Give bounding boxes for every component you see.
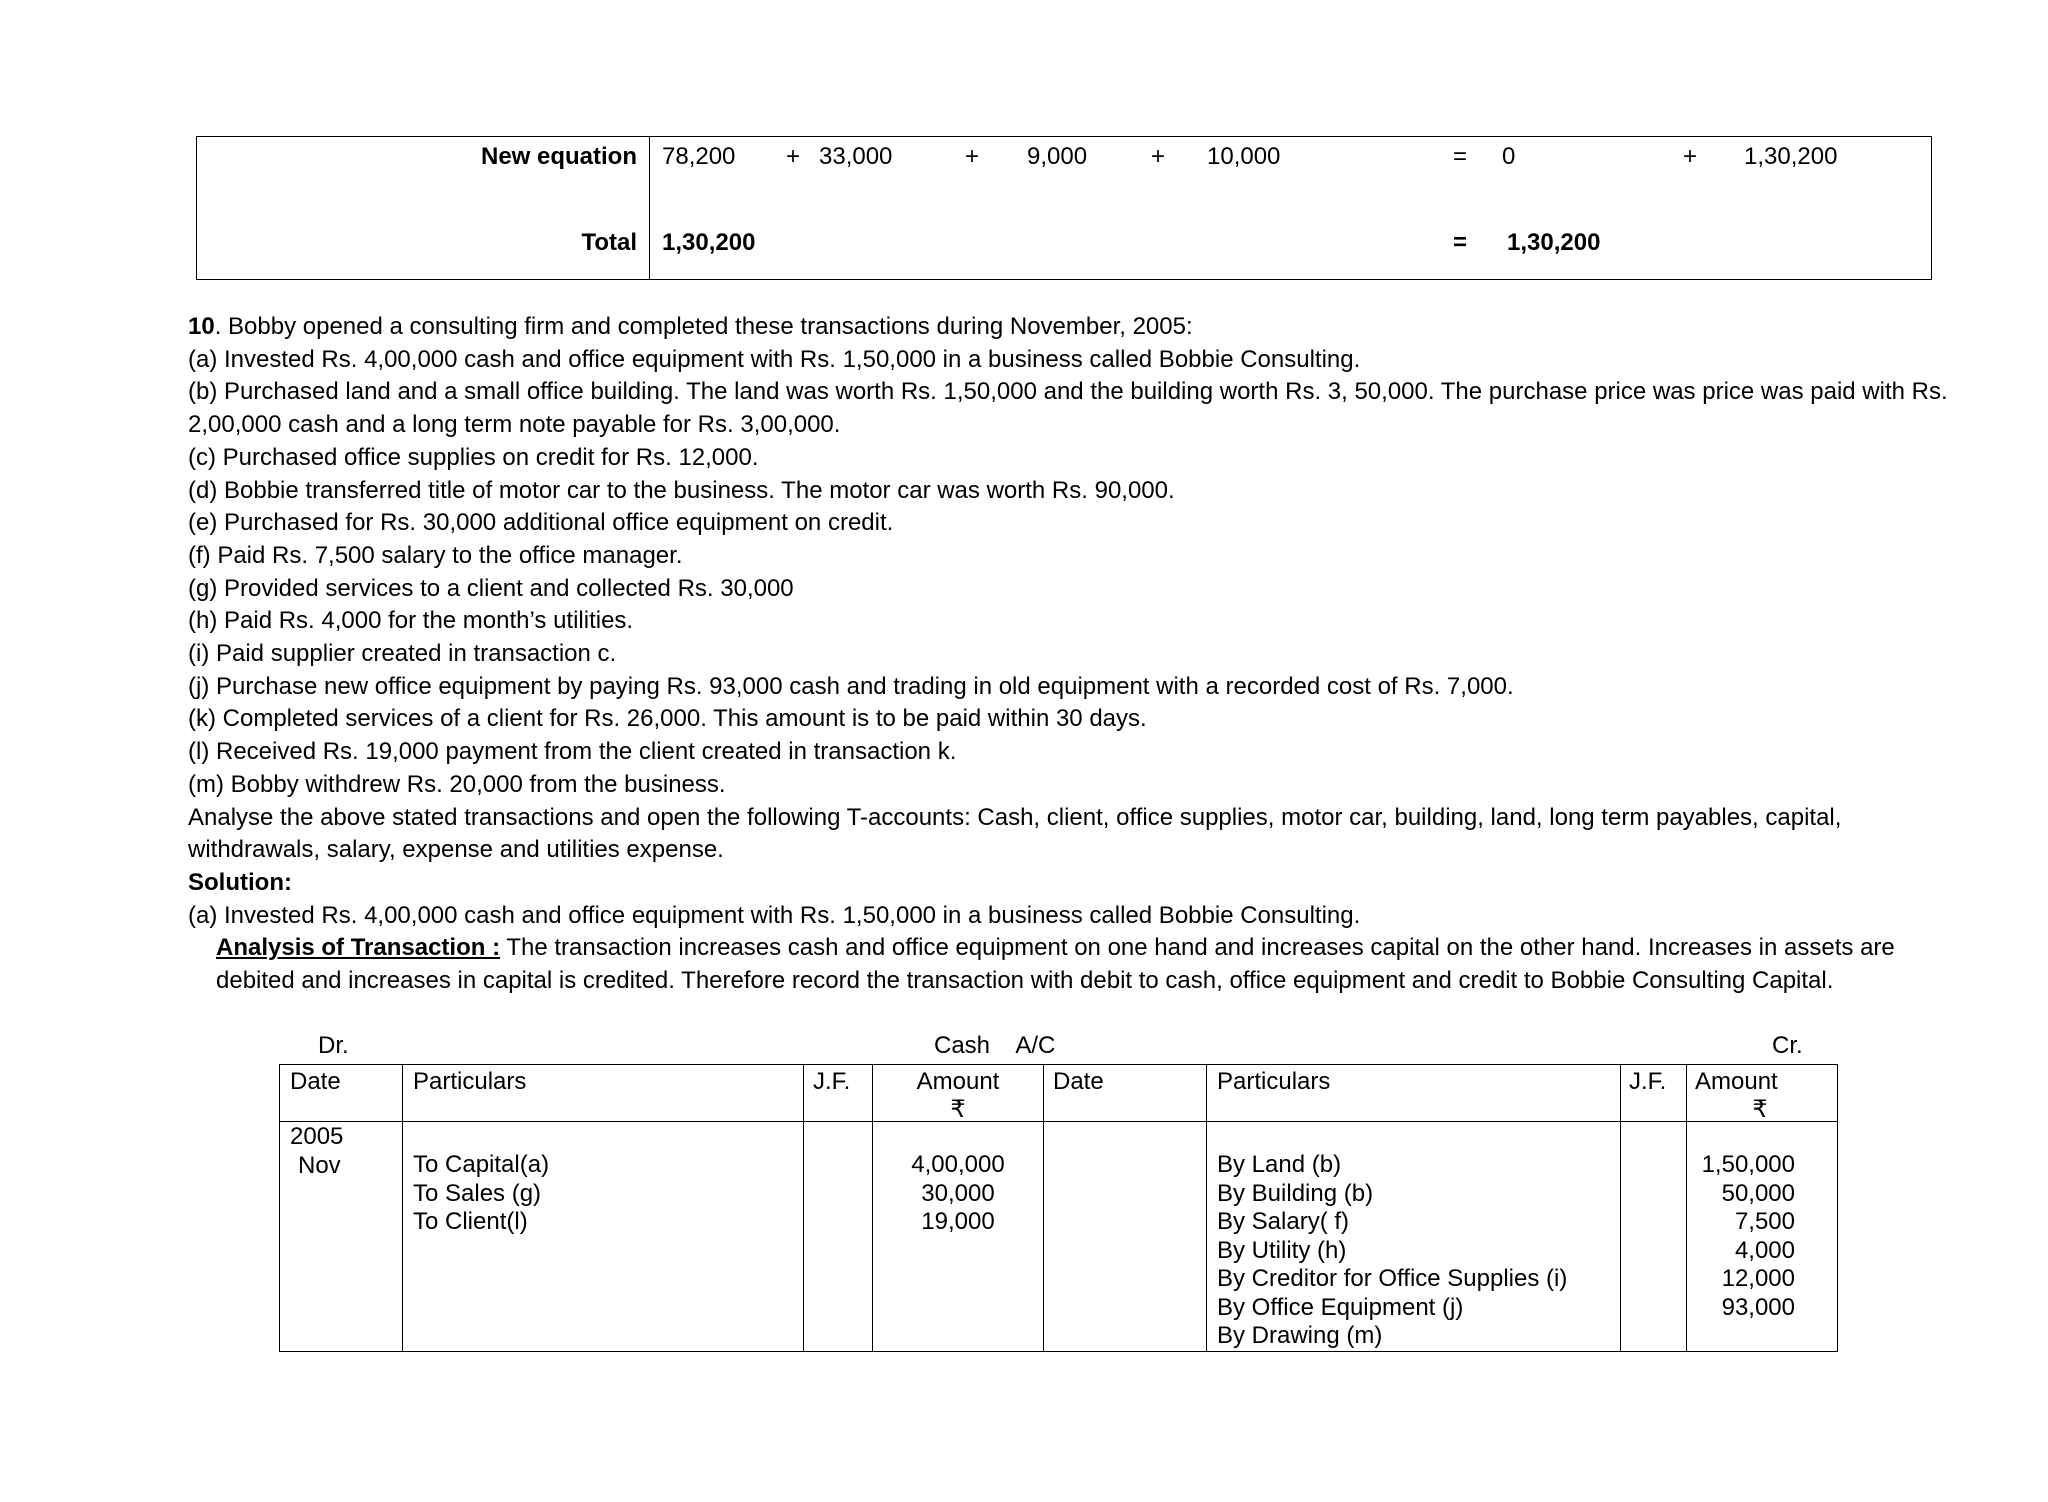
eq-value-4: 10,000 [1207, 143, 1281, 170]
debit-amount-column [873, 1151, 1043, 1237]
solution-label: Solution: [188, 868, 292, 896]
credit-particular: By Salary( f) [1217, 1208, 1350, 1235]
eq-value-cash: 78,200 [662, 143, 736, 170]
credit-amount: 7,500 [1734, 1208, 1795, 1235]
debit-amount: 30,000 [921, 1179, 995, 1207]
header-amount-credit: Amount ₹ [1695, 1068, 1825, 1124]
credit-particular: By Office Equipment (j) [1217, 1293, 1464, 1321]
credit-particular: By Creditor for Office Supplies (i) [1217, 1265, 1568, 1292]
item-b: (b) Purchased land and a small office building. The land was worth Rs. 1,50,000 and the building worth Rs. 3, 50,000. The purchase price was price was paid with Rs. 2,00,000 cash and a long term note payable for Rs. 3,00,000. [188, 378, 1948, 439]
item-h: (h) Paid Rs. 4,000 for the month’s utilities. [188, 607, 634, 635]
eq-equals: = [1453, 143, 1468, 170]
credit-amount: 4,000 [1734, 1236, 1795, 1264]
item-m: (m) Bobby withdrew Rs. 20,000 from the business. [188, 770, 726, 798]
credit-particulars-column [1217, 1151, 1567, 1351]
debit-particular: To Sales (g) [413, 1179, 542, 1207]
debit-amount: 4,00,000 [911, 1151, 1005, 1178]
item-a: (a) Invested Rs. 4,00,000 cash and office equipment with Rs. 1,50,000 in a business called Bobbie Consulting. [188, 345, 1361, 373]
debit-date-month: Nov [298, 1151, 341, 1179]
item-l: (l) Received Rs. 19,000 payment from the client created in transaction k. [188, 738, 957, 766]
instruction: Analyse the above stated transactions and open the following T-accounts: Cash, client, office supplies, motor car, building, land, long term payables, capital, withdrawals, salary, expense and utilities expense. [188, 803, 1842, 864]
equation-table [196, 136, 1932, 280]
rupee-icon: ₹ [950, 1096, 966, 1123]
eq-plus: + [1683, 143, 1698, 170]
credit-particular: By Land (b) [1217, 1151, 1342, 1178]
item-k: (k) Completed services of a client for Rs. 26,000. This amount is to be paid within 30 days. [188, 705, 1147, 733]
debit-date-year: 2005 [290, 1123, 344, 1150]
credit-amount: 50,000 [1721, 1179, 1795, 1207]
header-particulars-debit: Particulars [413, 1068, 527, 1095]
credit-particular: By Drawing (m) [1217, 1322, 1383, 1349]
cash-account-table [279, 1064, 1838, 1352]
debit-particulars-column [413, 1151, 549, 1237]
analysis-heading: Analysis of Transaction : [216, 934, 501, 962]
eq-value-2: 33,000 [819, 143, 893, 170]
header-jf-debit: J.F. [813, 1068, 851, 1095]
credit-particular: By Building (b) [1217, 1179, 1374, 1207]
eq-value-capital: 1,30,200 [1744, 143, 1838, 170]
question-number: 10 [188, 313, 215, 340]
credit-amount: 1,50,000 [1701, 1151, 1795, 1178]
debit-particular: To Client(l) [413, 1208, 528, 1235]
cash-account-title: Cash A/C [934, 1032, 1056, 1059]
question-intro: 10. Bobby opened a consulting firm and completed these transactions during November, 2005: [188, 313, 1193, 340]
item-g: (g) Provided services to a client and collected Rs. 30,000 [188, 574, 794, 602]
new-equation-label: New equation [480, 143, 637, 170]
item-e: (e) Purchased for Rs. 30,000 additional office equipment on credit. [188, 509, 894, 537]
item-i: (i) Paid supplier created in transaction c. [188, 640, 617, 668]
total-equals: = [1453, 229, 1468, 256]
debit-particular: To Capital(a) [413, 1151, 550, 1178]
item-d: (d) Bobbie transferred title of motor car to the business. The motor car was worth Rs. 90,000. [188, 476, 1175, 504]
credit-amount-column [1687, 1151, 1795, 1322]
analysis-paragraph [188, 932, 1978, 997]
debit-marker: Dr. [318, 1032, 349, 1059]
header-date-debit: Date [290, 1068, 341, 1095]
eq-plus: + [965, 143, 980, 170]
item-f: (f) Paid Rs. 7,500 salary to the office manager. [188, 541, 683, 569]
header-date-credit: Date [1053, 1068, 1104, 1095]
item-c: (c) Purchased office supplies on credit for Rs. 12,000. [188, 443, 759, 471]
debit-amount: 19,000 [921, 1208, 995, 1235]
total-label: Total [581, 229, 637, 256]
header-particulars-credit: Particulars [1217, 1068, 1331, 1095]
eq-value-3: 9,000 [1027, 143, 1088, 170]
credit-amount: 12,000 [1721, 1265, 1795, 1292]
total-right-value: 1,30,200 [1507, 229, 1601, 256]
header-jf-credit: J.F. [1629, 1068, 1667, 1095]
item-j: (j) Purchase new office equipment by paying Rs. 93,000 cash and trading in old equipment with a recorded cost of Rs. 7,000. [188, 672, 1514, 700]
eq-value-liability: 0 [1502, 143, 1516, 170]
credit-particular: By Utility (h) [1217, 1236, 1347, 1264]
analysis-text: The transaction increases cash and office equipment on one hand and increases capital on the other hand. Increases in assets are debited and increases in capital is credited. Therefore record the transaction with debit to cash, office equipment and credit to Bobbie Consulting Capital. [216, 934, 1895, 995]
solution-a: (a) Invested Rs. 4,00,000 cash and office equipment with Rs. 1,50,000 in a business called Bobbie Consulting. [188, 901, 1361, 929]
rupee-icon: ₹ [1752, 1096, 1768, 1123]
credit-marker: Cr. [1772, 1032, 1803, 1059]
credit-amount: 93,000 [1721, 1293, 1795, 1321]
header-amount-debit: Amount ₹ [873, 1068, 1043, 1124]
total-left-value: 1,30,200 [662, 229, 756, 256]
eq-plus: + [1151, 143, 1166, 170]
eq-plus: + [786, 143, 801, 170]
equation-divider [649, 137, 650, 279]
debit-date-column [290, 1123, 343, 1180]
question-text [188, 311, 1978, 998]
